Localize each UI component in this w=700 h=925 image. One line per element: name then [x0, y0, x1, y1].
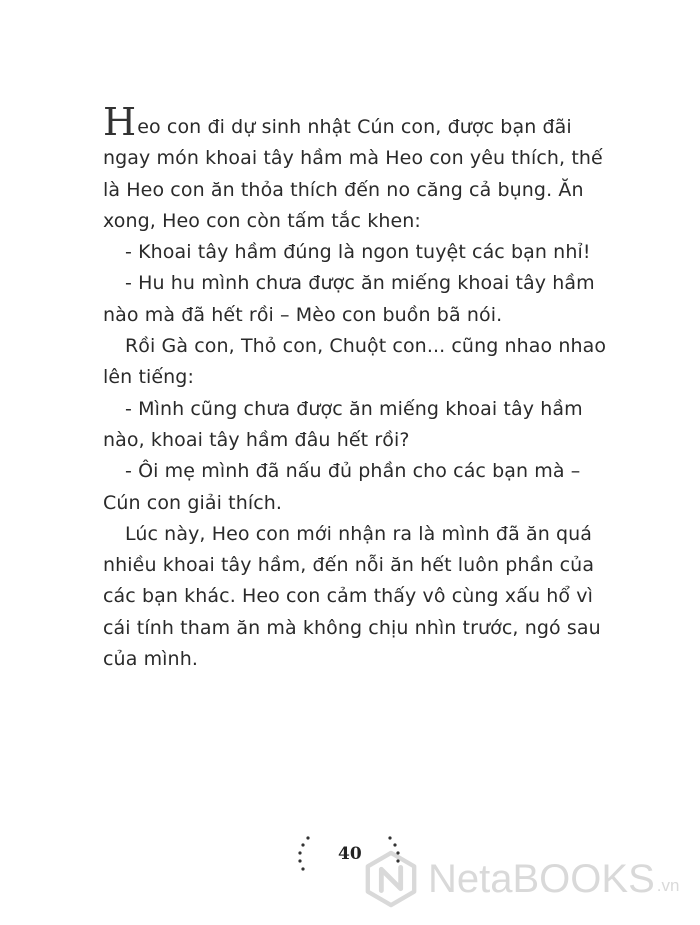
watermark-suffix: .vn: [656, 876, 680, 895]
text-line: xong, Heo con còn tấm tắc khen:: [103, 209, 421, 232]
text-line-content: eo con đi dự sinh nhật Cún con, được bạn đãi: [137, 116, 572, 138]
decorative-dots-icon: [294, 832, 314, 882]
netabooks-logo-icon: [362, 850, 420, 908]
text-line: nào, khoai tây hầm đâu hết rồi?: [103, 428, 410, 451]
text-line: nhiều khoai tây hầm, đến nỗi ăn hết luôn phần của: [103, 554, 595, 577]
text-line: là Heo con ăn thỏa thích đến no căng cả bụng. Ăn: [103, 178, 584, 201]
drop-cap: H: [103, 100, 137, 144]
text-line: Lúc này, Heo con mới nhận ra là mình đã ăn quá: [125, 522, 593, 545]
text-line: ngay món khoai tây hầm mà Heo con yêu thích, thế: [103, 147, 603, 170]
text-line: - Mình cũng chưa được ăn miếng khoai tây hầm: [125, 397, 583, 420]
watermark-brand: NetaBOOKS: [428, 856, 655, 901]
text-line: nào mà đã hết rồi – Mèo con buồn bã nói.: [103, 303, 503, 326]
text-line: cái tính tham ăn mà không chịu nhìn trước, ngó sau: [103, 616, 601, 639]
watermark: [362, 848, 682, 910]
text-line: lên tiếng:: [103, 366, 194, 389]
text-line: - Khoai tây hầm đúng là ngon tuyệt các bạn nhỉ!: [125, 241, 591, 264]
text-line: Cún con giải thích.: [103, 491, 283, 514]
page-number: 40: [338, 844, 362, 864]
text-line: Rồi Gà con, Thỏ con, Chuột con... cũng nhao nhao: [125, 335, 607, 358]
story-text: [103, 100, 607, 675]
text-line: [103, 100, 603, 144]
text-line: các bạn khác. Heo con cảm thấy vô cùng xấu hổ vì: [103, 585, 593, 608]
text-line: - Hu hu mình chưa được ăn miếng khoai tây hầm: [125, 272, 595, 295]
text-line: của mình.: [103, 648, 198, 671]
text-line: - Ôi mẹ mình đã nấu đủ phần cho các bạn mà –: [125, 460, 581, 483]
